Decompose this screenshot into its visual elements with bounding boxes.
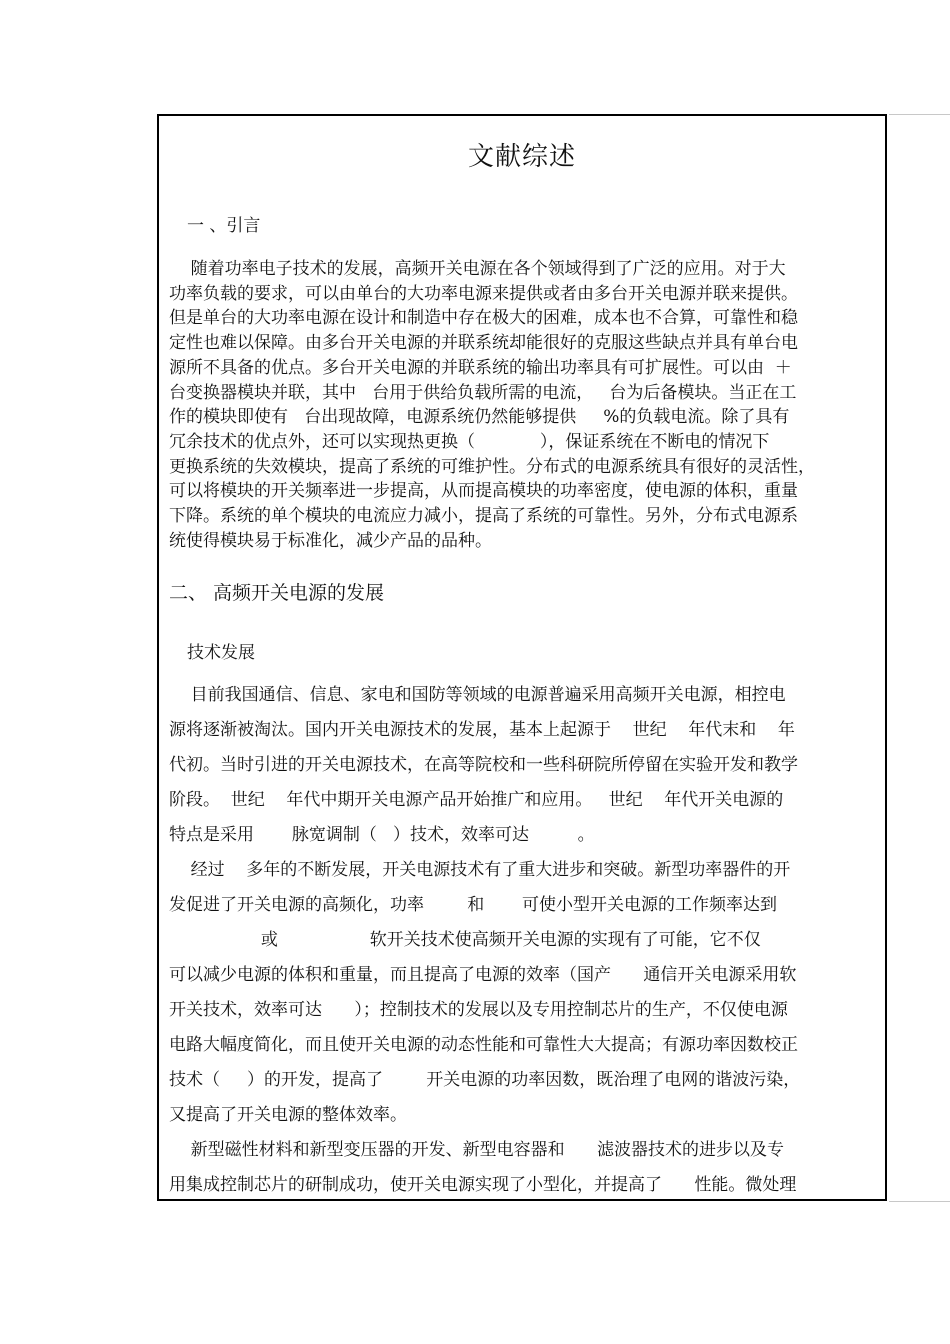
text-line: 或 软开关技术使高频开关电源的实现有了可能，它不仅 — [169, 930, 761, 950]
text-line: 下降。系统的单个模块的电流应力减小，提高了系统的可靠性。另外，分布式电源系 — [169, 506, 798, 527]
text-line: 功率负载的要求，可以由单台的大功率电源来提供或者由多台开关电源并联来提供。 — [169, 283, 798, 304]
text-line: 又提高了开关电源的整体效率。 — [169, 1105, 407, 1125]
text-line: 统使得模块易于标准化，减少产品的品种。 — [169, 530, 492, 551]
section-2-paragraph-1 — [169, 678, 879, 853]
text-line: 经过 多年的不断发展，开关电源技术有了重大进步和突破。新型功率器件的开 — [169, 860, 791, 880]
text-line: 但是单台的大功率电源在设计和制造中存在极大的困难，成本也不合算，可靠性和稳 — [169, 308, 798, 329]
text-line: 可以减少电源的体积和重量，而且提高了电源的效率（国产 通信开关电源采用软 — [169, 965, 797, 985]
section-1-heading: 一 、引言 — [187, 216, 261, 236]
text-line: 阶段。 世纪 年代中期开关电源产品开始推广和应用。 世纪 年代开关电源的 — [169, 790, 784, 810]
text-line: 目前我国通信、信息、家电和国防等领域的电源普遍采用高频开关电源，相控电 — [169, 685, 786, 705]
text-line: 用集成控制芯片的研制成功，使开关电源实现了小型化，并提高了 性能。微处理 — [169, 1175, 797, 1195]
page-title: 文献综述 — [467, 142, 576, 172]
text-line: 开关技术，效率可达 ）；控制技术的发展以及专用控制芯片的生产，不仅使电源 — [169, 1000, 788, 1020]
section-2-heading: 二、 高频开关电源的发展 — [169, 582, 385, 604]
text-line: 源所不具备的优点。多台开关电源的并联系统的输出功率具有可扩展性。可以由 ＋ — [169, 357, 792, 378]
text-line: 发促进了开关电源的高频化，功率 和 可使小型开关电源的工作频率达到 — [169, 895, 778, 915]
page-edge-line-bottom — [889, 1201, 950, 1202]
text-line: 随着功率电子技术的发展，高频开关电源在各个领域得到了广泛的应用。对于大 — [169, 259, 786, 279]
document-frame — [157, 114, 887, 1201]
section-2-subheading: 技术发展 — [187, 643, 255, 663]
text-line: 代初。当时引进的开关电源技术，在高等院校和一些科研院所停留在实验开发和教学 — [169, 755, 798, 775]
text-line: 新型磁性材料和新型变压器的开发、新型电容器和 滤波器技术的进步以及专 — [169, 1140, 785, 1160]
page-edge-line-top — [889, 114, 950, 115]
text-line: 电路大幅度简化，而且使开关电源的动态性能和可靠性大大提高；有源功率因数校正 — [169, 1035, 798, 1055]
section-1-paragraph — [169, 257, 879, 553]
text-line: 作的模块即使有 台出现故障，电源系统仍然能够提供 %的负载电流。除了具有 — [169, 407, 790, 428]
text-line: 可以将模块的开关频率进一步提高，从而提高模块的功率密度，使电源的体积，重量 — [169, 481, 798, 502]
text-line: 更换系统的失效模块，提高了系统的可维护性。分布式的电源系统具有很好的灵活性， — [169, 456, 815, 477]
section-2-paragraph-3 — [169, 1133, 879, 1203]
text-line: 技术（ ）的开发，提高了 开关电源的功率因数，既治理了电网的谐波污染， — [169, 1070, 801, 1090]
text-line: 定性也难以保障。由多台开关电源的并联系统却能很好的克服这些缺点并具有单台电 — [169, 333, 798, 354]
text-line: 特点是采用 脉宽调制（ ）技术，效率可达 。 — [169, 825, 595, 845]
text-line: 冗余技术的优点外，还可以实现热更换（ ），保证系统在不断电的情况下 — [169, 431, 770, 452]
section-2-paragraph-2 — [169, 853, 879, 1133]
text-line: 源将逐渐被淘汰。国内开关电源技术的发展，基本上起源于 世纪 年代末和 年 — [169, 720, 795, 740]
text-line: 台变换器模块并联，其中 台用于供给负载所需的电流， 台为后备模块。当正在工 — [169, 382, 797, 403]
